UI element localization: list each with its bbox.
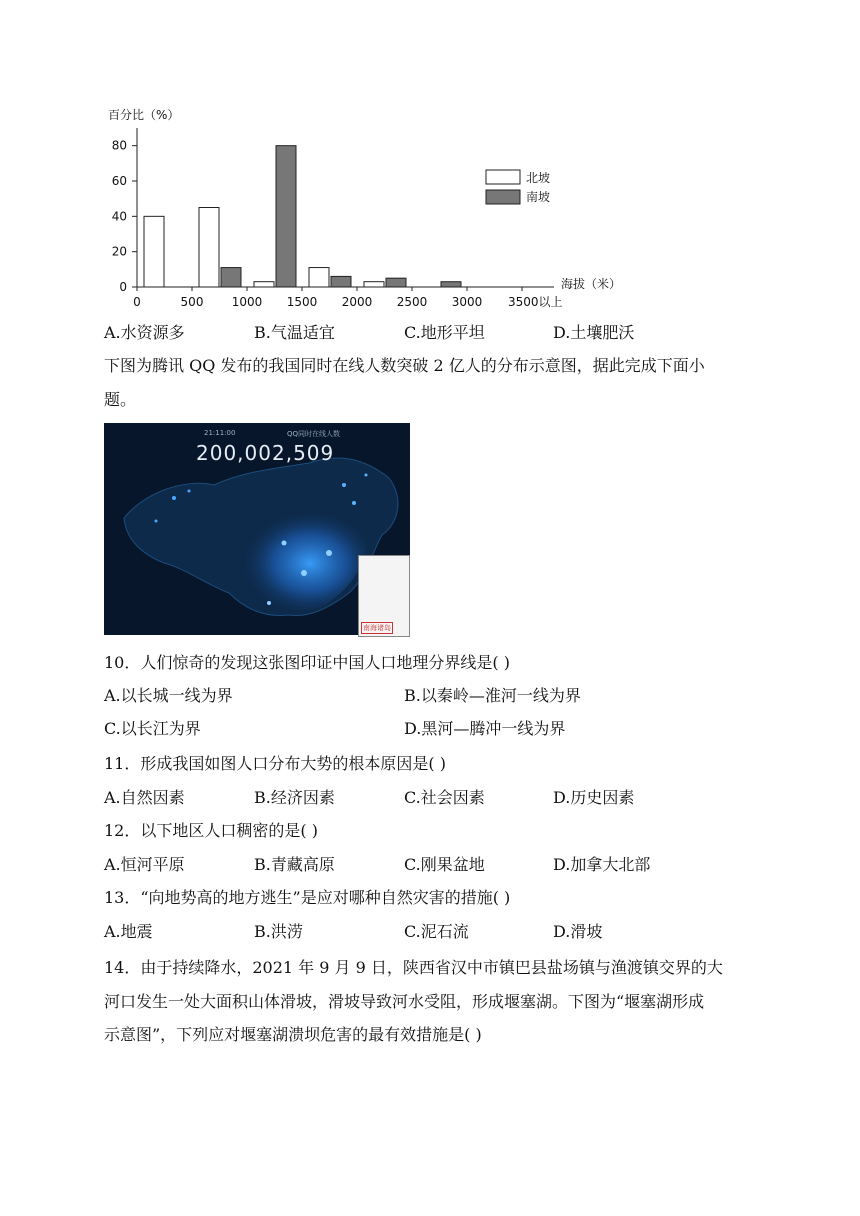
q13-option-c[interactable]: C.泥石流 <box>404 922 469 941</box>
q9-options <box>104 323 754 343</box>
q13-option-b[interactable]: B.洪涝 <box>254 922 303 941</box>
south-slope-bar-500-1000 <box>221 268 241 287</box>
q13-options <box>104 922 754 942</box>
q14-line-3: 示意图”，下列应对堰塞湖溃坝危害的最有效措施是( ) <box>104 1025 482 1044</box>
q11-option-a[interactable]: A.自然因素 <box>104 788 185 807</box>
q12-option-d[interactable]: D.加拿大北部 <box>553 855 651 874</box>
south-slope-bar-2500-3000 <box>441 282 461 287</box>
q12-option-b[interactable]: B.青藏高原 <box>254 855 335 874</box>
q10-options-row1 <box>104 686 704 706</box>
legend-label-south: 南坡 <box>526 190 551 204</box>
q12-options <box>104 855 754 875</box>
y-tick-labels <box>112 139 137 294</box>
q11-options <box>104 788 754 808</box>
photo-time-text: 21:11:00 <box>204 429 236 437</box>
photo-title-text: QQ同时在线人数 <box>287 430 341 438</box>
online-count-text: 200,002,509 <box>196 441 335 465</box>
y-tick-label: 40 <box>111 209 127 224</box>
x-tick-label: 1000 <box>231 295 263 309</box>
legend-swatch-south <box>486 190 520 204</box>
north-slope-bar-1500-2000 <box>309 268 329 287</box>
north-slope-bar-1000-1500 <box>254 282 274 287</box>
legend-swatch-north <box>486 170 520 184</box>
q10-option-a[interactable]: A.以长城一线为界 <box>104 686 233 705</box>
q9-option-a[interactable]: A.水资源多 <box>104 323 185 342</box>
q13-option-a[interactable]: A.地震 <box>104 922 153 941</box>
y-tick-label: 20 <box>111 244 127 259</box>
q9-option-d[interactable]: D.土壤肥沃 <box>553 323 635 342</box>
q12-stem: 12．以下地区人口稠密的是( ) <box>104 821 318 840</box>
q11-option-c[interactable]: C.社会因素 <box>404 788 485 807</box>
q14-line-2: 河口发生一处大面积山体滑坡，滑坡导致河水受阻，形成堰塞湖。下图为“堰塞湖形成 <box>104 992 705 1011</box>
y-tick-label: 0 <box>119 280 127 294</box>
legend <box>486 170 550 204</box>
q9-option-c[interactable]: C.地形平坦 <box>404 323 485 342</box>
y-axis-label: 百分比（%） <box>108 108 180 122</box>
x-tick-label: 2500 <box>396 295 428 309</box>
q12-option-a[interactable]: A.恒河平原 <box>104 855 185 874</box>
intro-line-2: 题。 <box>104 390 137 409</box>
y-tick-label: 60 <box>111 174 127 188</box>
x-tick-label: 1500 <box>286 295 318 309</box>
north-slope-bar-0-500 <box>144 216 164 287</box>
inset-label: 南海诸岛 <box>363 624 391 632</box>
q10-option-c[interactable]: C.以长江为界 <box>104 719 201 738</box>
south-slope-bar-1500-2000 <box>331 276 351 287</box>
intro-line-1: 下图为腾讯 QQ 发布的我国同时在线人数突破 2 亿人的分布示意图，据此完成下面小 <box>104 356 705 375</box>
south-slope-bar-2000-2500 <box>386 278 406 287</box>
q11-option-b[interactable]: B.经济因素 <box>254 788 335 807</box>
x-tick-label: 3500以上 <box>508 295 563 309</box>
y-tick-label: 80 <box>111 138 127 153</box>
x-tick-label: 500 <box>180 295 204 309</box>
legend-label-north: 北坡 <box>526 171 551 185</box>
q12-option-c[interactable]: C.刚果盆地 <box>404 855 485 874</box>
q13-option-d[interactable]: D.滑坡 <box>553 922 603 941</box>
x-axis-label: 海拔（米） <box>561 277 622 291</box>
x-tick-label: 0 <box>133 295 141 309</box>
bars-group <box>144 146 461 287</box>
q10-stem: 10．人们惊奇的发现这张图印证中国人口地理分界线是( ) <box>104 653 510 672</box>
north-slope-bar-2000-2500 <box>364 282 384 287</box>
q13-stem: 13．“向地势高的地方逃生”是应对哪种自然灾害的措施( ) <box>104 888 511 907</box>
x-tick-label: 3000 <box>451 295 483 309</box>
q10-options-row2 <box>104 719 704 739</box>
q14-line-1: 14．由于持续降水，2021 年 9 月 9 日，陕西省汉中市镇巴县盐场镇与渔渡镇交界的大 <box>104 958 723 977</box>
q9-option-b[interactable]: B.气温适宜 <box>254 323 335 342</box>
q10-option-b[interactable]: B.以秦岭—淮河一线为界 <box>404 686 581 705</box>
x-tick-labels <box>133 287 562 309</box>
south-sea-islands-inset <box>358 555 410 637</box>
north-slope-bar-500-1000 <box>199 208 219 288</box>
q11-option-d[interactable]: D.历史因素 <box>553 788 635 807</box>
elevation-bar-chart <box>100 100 660 315</box>
south-slope-bar-1000-1500 <box>276 146 296 287</box>
q11-stem: 11．形成我国如图人口分布大势的根本原因是( ) <box>104 754 446 773</box>
q10-option-d[interactable]: D.黑河—腾冲一线为界 <box>404 719 566 738</box>
x-tick-label: 2000 <box>341 295 373 309</box>
